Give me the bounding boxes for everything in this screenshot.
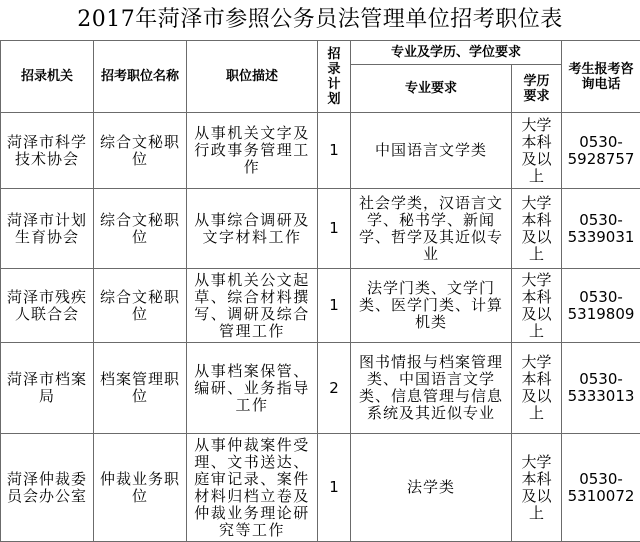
table-row	[1, 343, 640, 434]
page-title: 2017年菏泽市参照公务员法管理单位招考职位表	[0, 0, 640, 40]
cell-major: 图书情报与档案管理类、中国语言文学类、信息管理与信息系统及其近似专业	[351, 343, 512, 434]
cell-unit: 菏泽仲裁委员会办公室	[1, 434, 94, 542]
cell-desc: 从事综合调研及文字材料工作	[187, 189, 318, 269]
cell-post: 仲裁业务职位	[94, 434, 187, 542]
cell-phone: 0530-5333013	[562, 343, 640, 434]
cell-phone: 0530-5928757	[562, 113, 640, 189]
cell-major: 法学类	[351, 434, 512, 542]
cell-phone: 0530-5310072	[562, 434, 640, 542]
table-row	[1, 113, 640, 189]
cell-plan: 2	[318, 343, 351, 434]
cell-post: 综合文秘职位	[94, 269, 187, 343]
cell-unit: 菏泽市档案局	[1, 343, 94, 434]
cell-edu: 大学本科及以上	[512, 343, 562, 434]
cell-plan: 1	[318, 113, 351, 189]
cell-desc: 从事档案保管、编研、业务指导工作	[187, 343, 318, 434]
table-row	[1, 269, 640, 343]
cell-desc: 从事机关公文起草、综合材料撰写、调研及综合管理工作	[187, 269, 318, 343]
cell-major: 中国语言文学类	[351, 113, 512, 189]
header-phone: 考生报考咨询电话	[562, 41, 640, 113]
cell-major: 社会学类，汉语言文学、秘书学、新闻学、哲学及其近似专业	[351, 189, 512, 269]
cell-phone: 0530-5339031	[562, 189, 640, 269]
header-edu: 学历要求	[512, 65, 562, 113]
header-desc: 职位描述	[187, 41, 318, 113]
cell-edu: 大学本科及以上	[512, 113, 562, 189]
cell-plan: 1	[318, 189, 351, 269]
cell-unit: 菏泽市残疾人联合会	[1, 269, 94, 343]
cell-edu: 大学本科及以上	[512, 269, 562, 343]
cell-desc: 从事仲裁案件受理、文书送达、庭审记录、案件材料归档立卷及仲裁业务理论研究等工作	[187, 434, 318, 542]
header-major: 专业要求	[351, 65, 512, 113]
table-row	[1, 189, 640, 269]
header-row-1	[1, 41, 640, 65]
table-row	[1, 434, 640, 542]
recruitment-table	[0, 40, 640, 542]
header-major-edu-group: 专业及学历、学位要求	[351, 41, 562, 65]
cell-unit: 菏泽市计划生育协会	[1, 189, 94, 269]
cell-post: 综合文秘职位	[94, 113, 187, 189]
cell-major: 法学门类、文学门类、医学门类、计算机类	[351, 269, 512, 343]
header-unit: 招录机关	[1, 41, 94, 113]
header-plan: 招录计划	[318, 41, 351, 113]
cell-desc: 从事机关文字及行政事务管理工作	[187, 113, 318, 189]
cell-unit: 菏泽市科学技术协会	[1, 113, 94, 189]
cell-post: 综合文秘职位	[94, 189, 187, 269]
header-post: 招考职位名称	[94, 41, 187, 113]
cell-edu: 大学本科及以上	[512, 189, 562, 269]
cell-post: 档案管理职位	[94, 343, 187, 434]
cell-phone: 0530-5319809	[562, 269, 640, 343]
cell-edu: 大学本科及以上	[512, 434, 562, 542]
cell-plan: 1	[318, 434, 351, 542]
cell-plan: 1	[318, 269, 351, 343]
